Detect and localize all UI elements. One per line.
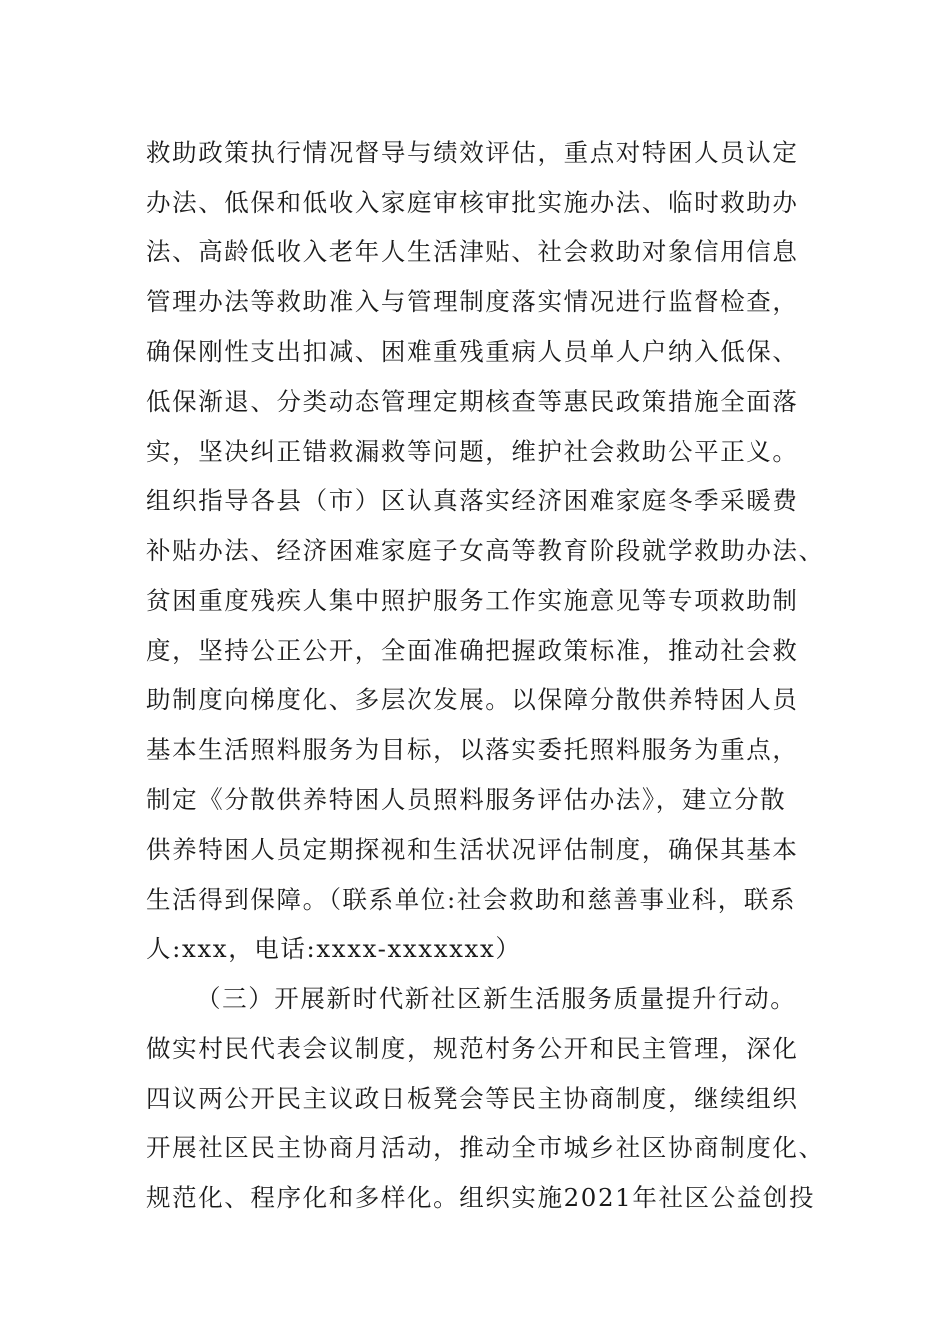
text-line: 救助政策执行情况督导与绩效评估，重点对特困人员认定 [146, 138, 799, 167]
text-line: 四议两公开民主议政日板凳会等民主协商制度，继续组织 [146, 1084, 799, 1113]
text-line: 实，坚决纠正错救漏救等问题，维护社会救助公平正义。 [146, 437, 799, 466]
text-line: 管理办法等救助准入与管理制度落实情况进行监督检查， [146, 287, 799, 316]
text-line: 法、高龄低收入老年人生活津贴、社会救助对象信用信息 [146, 237, 799, 266]
text-line: 助制度向梯度化、多层次发展。以保障分散供养特困人员 [146, 685, 799, 714]
text-line: 贫困重度残疾人集中照护服务工作实施意见等专项救助制 [146, 586, 799, 615]
text-line: 度，坚持公正公开，全面准确把握政策标准，推动社会救 [146, 636, 799, 665]
section-heading: （三）开展新时代新社区新生活服务质量提升行动。 [196, 984, 797, 1013]
text-line: 确保刚性支出扣减、困难重残重病人员单人户纳入低保、 [146, 337, 799, 366]
text-line: 开展社区民主协商月活动，推动全市城乡社区协商制度化、 [146, 1133, 825, 1162]
text-line: 生活得到保障。（联系单位:社会救助和慈善事业科，联系 [146, 885, 797, 914]
text-line: 制定《分散供养特困人员照料服务评估办法》，建立分散 [146, 785, 787, 814]
text-line: 基本生活照料服务为目标，以落实委托照料服务为重点， [146, 735, 799, 764]
text-line: 补贴办法、经济困难家庭子女高等教育阶段就学救助办法、 [146, 536, 825, 565]
text-line: 规范化、程序化和多样化。组织实施2021年社区公益创投 [146, 1183, 816, 1212]
text-line: 办法、低保和低收入家庭审核审批实施办法、临时救助办 [146, 188, 799, 217]
text-line: 做实村民代表会议制度，规范村务公开和民主管理，深化 [146, 1034, 799, 1063]
text-line: 组织指导各县（市）区认真落实经济困难家庭冬季采暖费 [146, 486, 799, 515]
text-line: 人:xxx，电话:xxxx-xxxxxxx） [146, 934, 522, 963]
text-line: 低保渐退、分类动态管理定期核查等惠民政策措施全面落 [146, 387, 799, 416]
text-line: 供养特困人员定期探视和生活状况评估制度，确保其基本 [146, 835, 799, 864]
